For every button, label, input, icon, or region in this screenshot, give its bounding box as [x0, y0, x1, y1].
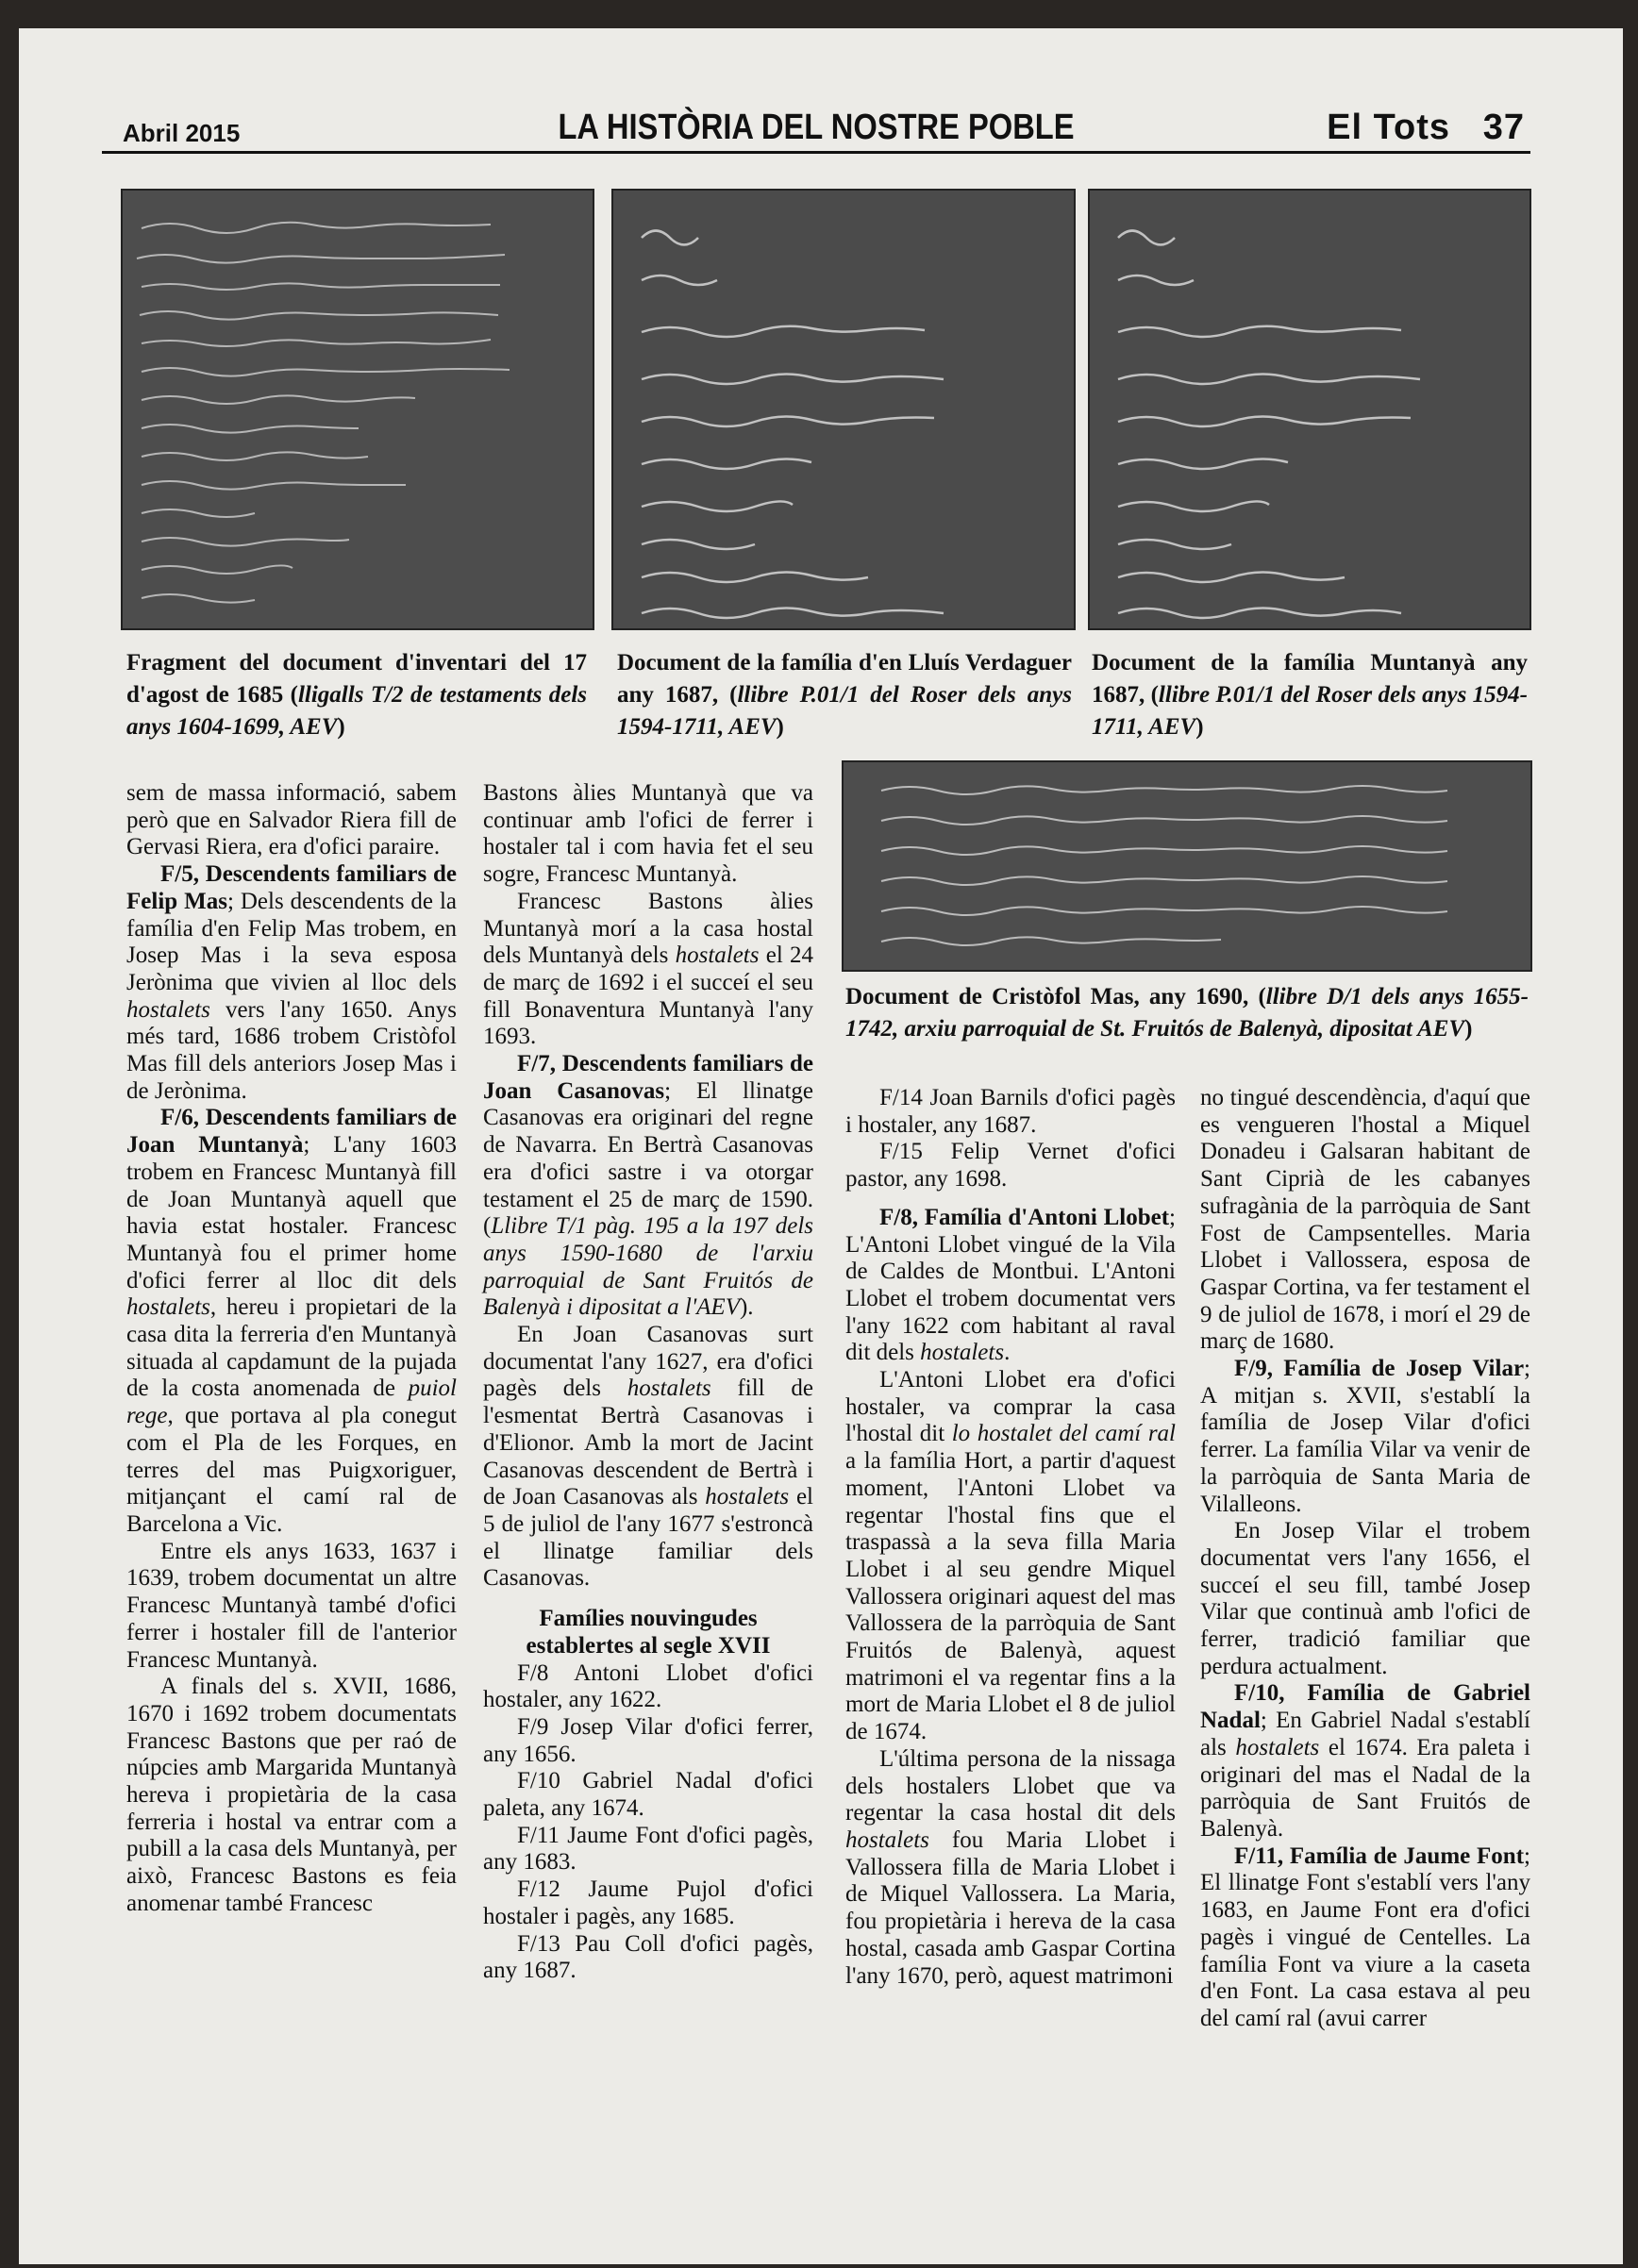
caption-text: ) — [337, 714, 345, 740]
caption-text: Document de Cristòfol Mas, any 1690, ( — [845, 984, 1266, 1009]
text: hostalets — [627, 1376, 711, 1402]
text: fou Maria Llobet i Vallossera filla de Maria Llobet i de Miquel Vallossera. La Maria, fou propietària i hereva de la casa hostal, casada amb Gaspar Cortina l'any 1670, però, aquest matrimoni — [845, 1826, 1176, 1989]
subheading — [483, 1606, 813, 1659]
text: hostalets — [920, 1340, 1005, 1366]
text: lo hostalet del camí ral — [951, 1421, 1176, 1447]
paragraph — [1200, 1356, 1530, 1518]
paragraph: Bastons àlies Muntanyà que va continuar amb l'ofici de ferrer i hostaler tal i com havia fet el seu sogre, Francesc Muntanyà. — [483, 780, 813, 888]
caption-inventory — [126, 647, 587, 743]
list-item: F/10 Gabriel Nadal d'ofici paleta, any 1674. — [483, 1768, 813, 1822]
text: Llibre T/1 pàg. 195 a la 197 dels anys 1590-1680 de l'arxiu parroquial de Sant Fruitós de Balenyà i dipositat a l'AEV — [483, 1213, 813, 1321]
text: a la família Hort, a partir d'aquest moment, l'Antoni Llobet va regentar l'hostal fins que el traspassà a la seva filla Maria Llobet i al seu gendre Miquel Vallossera originari aquest del mas Vallossera de la parròquia de Sant Fruitós de Balenyà, aquest matrimoni el va regentar fins a la mort de Maria Llobet el 8 de juliol de 1674. — [845, 1448, 1176, 1745]
text: vers l'any 1650. Anys més tard, 1686 trobem Cristòfol Mas fill dels anteriors Josep Mas i de Jerònima. — [126, 996, 457, 1104]
handwriting-image — [844, 762, 1530, 970]
caption-cristofol-mas — [845, 981, 1529, 1045]
subheading-line: Famílies nouvingudes — [539, 1606, 758, 1632]
text: ; El llinatge Casanovas era originari del regne de Navarra. En Bertrà Casanovas era d'ofici sastre i va otorgar testament el 25 de març de 1590. ( — [483, 1077, 813, 1240]
text: , que portava al pla conegut com el Pla de les Forques, en terres del mas Puigxoriguer, mitjançant el camí ral de Barcelona a Vic. — [126, 1403, 457, 1537]
section-heading: F/8, Família d'Antoni Llobet — [879, 1204, 1170, 1230]
header-rule — [102, 151, 1530, 154]
text: L'última persona de la nissaga dels hostalers Llobet que va regentar la casa hostal dit dels — [845, 1745, 1176, 1826]
text: el 1674. Era paleta i originari del mas el Nadal de la parròquia de Sant Fruitós de Balenyà. — [1200, 1734, 1530, 1842]
caption-source: llibre P.01/1 del Roser dels anys 1594-1711, AEV — [617, 682, 1072, 740]
photo-verdaguer-document — [611, 189, 1076, 630]
paragraph — [845, 1367, 1176, 1746]
section-heading: F/11, Família de Jaume Font — [1234, 1843, 1525, 1869]
caption-source: lligalls T/2 de testaments dels anys 1604-1699, AEV — [126, 682, 587, 740]
paragraph: Entre els anys 1633, 1637 i 1639, trobem documentat un altre Francesc Muntanyà també d'ofici ferrer i hostaler fill de l'anterior Francesc Muntanyà. — [126, 1538, 457, 1673]
text: , hereu i propietari de la casa dita la ferreria d'en Muntanyà situada al capdamunt de la pujada de la costa anomenada de — [126, 1294, 457, 1402]
text: Francesc Bastons àlies Muntanyà morí a la casa hostal dels Muntanyà dels — [483, 888, 813, 969]
article-column-2 — [483, 780, 813, 1985]
handwriting-image — [1090, 191, 1529, 628]
list-item: F/12 Jaume Pujol d'ofici hostaler i pagès, any 1685. — [483, 1876, 813, 1929]
paragraph: no tingué descendència, d'aquí que es vengueren l'hostal a Miquel Donadeu i Galsaran habitant de Sant Ciprià de les cabanyes sufragània de la parròquia de Sant Fost de Campsentelles. Maria Llobet i Vallossera, esposa de Gaspar Cortina, va fer testament el 9 de juliol de 1678, i morí el 29 de març de 1680. — [1200, 1085, 1530, 1355]
text: L'Antoni Llobet era d'ofici hostaler, va comprar la casa l'hostal dit — [845, 1367, 1176, 1447]
text: puiol rege — [126, 1376, 457, 1429]
paragraph: sem de massa informació, sabem però que en Salvador Riera fill de Gervasi Riera, era d'ofici paraire. — [126, 780, 457, 860]
text: hostalets — [845, 1826, 929, 1853]
paragraph — [483, 1051, 813, 1322]
caption-verdaguer — [617, 647, 1072, 743]
text: ; A mitjan s. XVII, s'establí la família de Josep Vilar d'ofici ferrer. La família Vilar va venir de la parròquia de Santa Maria de Vilalleons. — [1200, 1356, 1530, 1517]
section-heading: F/5, Descendents familiars de Felip Mas — [126, 861, 457, 914]
paragraph — [126, 861, 457, 1105]
text: el 5 de juliol de l'any 1677 s'estroncà el llinatge familiar dels Casanovas. — [483, 1484, 813, 1592]
text: ; El llinatge Font s'establí vers l'any 1683, en Jaume Font era d'ofici pagès i vingué de Centelles. La família Font va viure a la caseta d'en Font. La casa estava al peu del camí ral (avui carrer — [1200, 1843, 1530, 2031]
paragraph: En Josep Vilar el trobem documentat vers l'any 1656, el succeí el seu fill, també Josep Vilar que continuà amb l'ofici de ferrer, tradició familiar que perdura actualment. — [1200, 1518, 1530, 1679]
paragraph — [1200, 1843, 1530, 2033]
caption-source: llibre P.01/1 del Roser dels anys 1594-1711, AEV — [1092, 682, 1528, 740]
article-column-3 — [845, 1085, 1176, 1990]
paragraph — [845, 1205, 1176, 1367]
text: fill de l'esmentat Bertrà Casanovas i d'Elionor. Amb la mort de Jacint Casanovas descendent de Bertrà i de Joan Casanovas als — [483, 1376, 813, 1510]
text: En Joan Casanovas surt documentat l'any 1627, era d'ofici pagès dels — [483, 1322, 813, 1402]
list-item: F/9 Josep Vilar d'ofici ferrer, any 1656. — [483, 1713, 813, 1767]
paragraph — [1200, 1680, 1530, 1843]
article-column-1 — [126, 780, 457, 1918]
list-item: F/8 Antoni Llobet d'ofici hostaler, any 1622. — [483, 1659, 813, 1713]
handwriting-image — [123, 191, 593, 628]
subheading-line: establertes al segle XVII — [526, 1632, 771, 1659]
section-heading: F/9, Família de Josep Vilar — [1234, 1356, 1525, 1382]
caption-text: ) — [776, 714, 784, 740]
paragraph — [483, 1322, 813, 1593]
section-heading: F/7, Descendents familiars de Joan Casanovas — [483, 1051, 813, 1104]
text: . — [1004, 1340, 1011, 1366]
caption-source: llibre D/1 dels anys 1655-1742, arxiu parroquial de St. Fruitós de Balenyà, dipositat AEV — [845, 984, 1529, 1042]
publication-name — [1327, 108, 1525, 148]
article-column-4 — [1200, 1085, 1530, 2033]
text: ; En Gabriel Nadal s'establí als — [1200, 1708, 1530, 1760]
caption-muntanya — [1092, 647, 1528, 743]
text: hostalets — [675, 942, 760, 969]
caption-text: Fragment del document d'inventari del 17 d'agost de 1685 ( — [126, 650, 587, 708]
caption-text: ) — [1195, 714, 1204, 740]
publication-title: El Tots — [1327, 108, 1451, 147]
issue-date: Abril 2015 — [123, 119, 241, 147]
list-item: F/15 Felip Vernet d'ofici pastor, any 1698. — [845, 1139, 1176, 1192]
photo-cristofol-mas-document — [842, 760, 1532, 972]
text: hostalets — [126, 996, 210, 1023]
text: hostalets — [1235, 1734, 1320, 1760]
text: ). — [739, 1294, 754, 1321]
paragraph — [483, 889, 813, 1051]
handwriting-image — [613, 191, 1074, 628]
photo-inventory-fragment — [121, 189, 594, 630]
text: ; L'Antoni Llobet vingué de la Vila de Caldes de Montbui. L'Antoni Llobet el trobem documentat vers l'any 1622 com habitant al raval dit dels — [845, 1204, 1176, 1366]
paragraph — [126, 1105, 457, 1538]
section-heading: F/10, Família de Gabriel Nadal — [1200, 1680, 1530, 1734]
section-heading: F/6, Descendents familiars de Joan Muntanyà — [126, 1105, 457, 1159]
caption-text: Document de la família Muntanyà any 1687, ( — [1092, 650, 1528, 708]
text: el 24 de març de 1692 i el succeí el seu fill Bonaventura Muntanyà l'any 1693. — [483, 942, 813, 1050]
paragraph: A finals del s. XVII, 1686, 1670 i 1692 trobem documentats Francesc Bastons que per raó de núpcies amb Margarida Muntanyà hereva i propietària de la casa ferreria i hostal va entrar com a pubill a la casa dels Muntanyà, per això, Francesc Bastons es feia anomenar també Francesc — [126, 1674, 457, 1916]
list-item: F/13 Pau Coll d'ofici pagès, any 1687. — [483, 1930, 813, 1984]
list-item: F/11 Jaume Font d'ofici pagès, any 1683. — [483, 1822, 813, 1876]
list-item: F/14 Joan Barnils d'ofici pagès i hostaler, any 1687. — [845, 1085, 1176, 1138]
paragraph — [845, 1746, 1176, 1990]
text: hostalets — [705, 1484, 790, 1510]
photo-muntanya-document — [1088, 189, 1531, 630]
page-header — [102, 98, 1530, 151]
text: ; L'any 1603 trobem en Francesc Muntanyà fill de Joan Muntanyà aquell que havia estat hostaler. Francesc Muntanyà fou el primer home d'ofici ferrer al lloc dit dels — [126, 1132, 457, 1293]
caption-text: ) — [1464, 1016, 1473, 1042]
caption-text: Document de la família d'en Lluís Verdaguer any 1687, ( — [617, 650, 1072, 708]
section-title: LA HISTÒRIA DEL NOSTRE POBLE — [558, 108, 1075, 147]
text: hostalets — [126, 1294, 210, 1321]
text: ; Dels descendents de la família d'en Felip Mas trobem, en Josep Mas i la seva esposa Jerònima que vivien al lloc dels — [126, 888, 457, 995]
page-number: 37 — [1482, 108, 1525, 147]
